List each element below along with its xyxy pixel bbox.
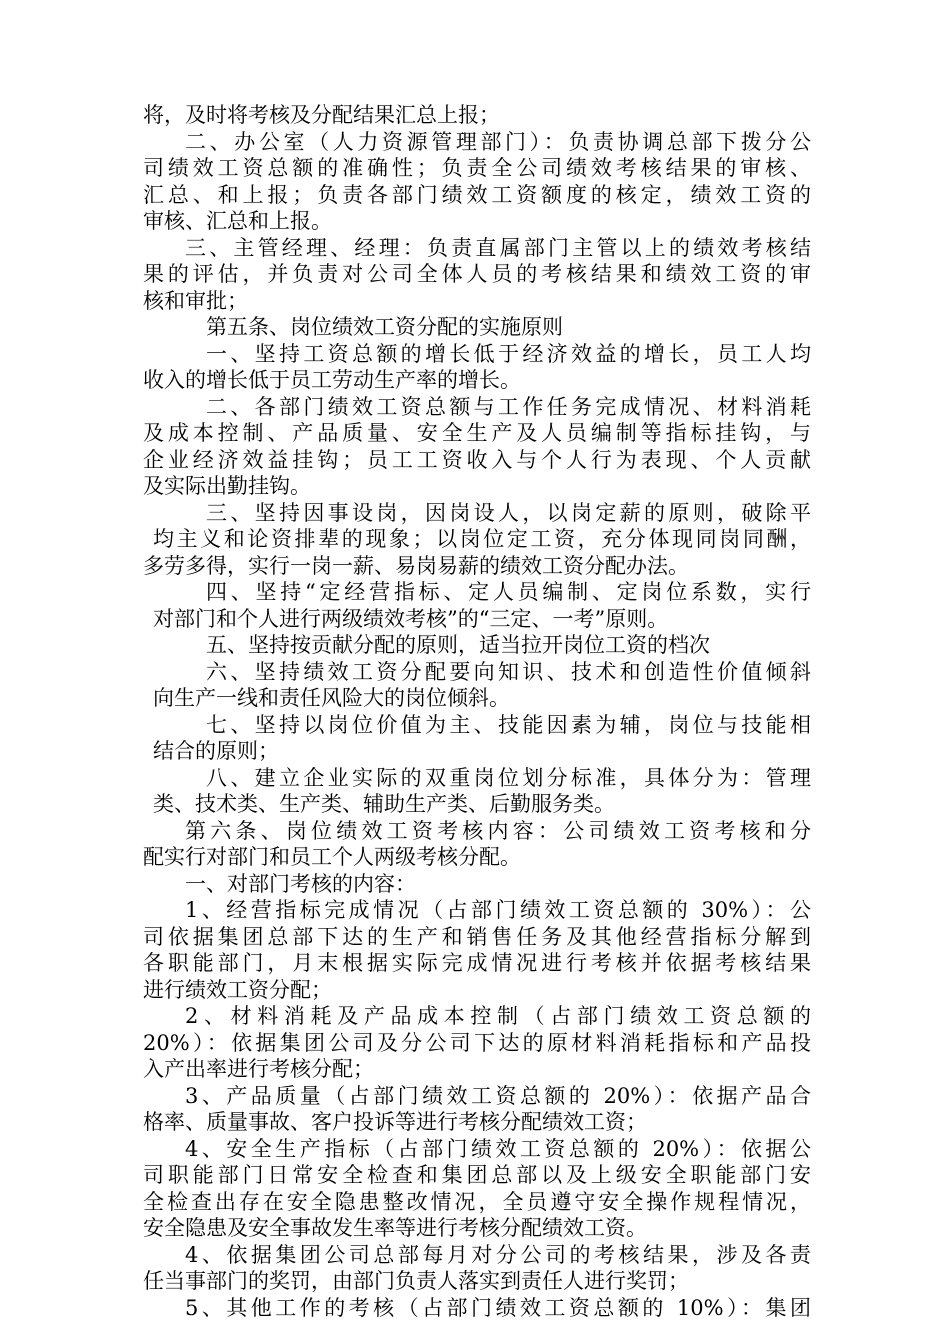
text-line: 任当事部门的奖罚，由部门负责人落实到责任人进行奖罚； [143,1269,689,1293]
text-line: 将，及时将考核及分配结果汇总上报； [143,103,500,127]
text-line: 对部门和个人进行两级绩效考核”的“三定、一考”原则。 [153,606,669,631]
text-line: 果的评估，并负责对公司全体人员的考核结果和绩效工资的审 [143,262,811,286]
text-line: 六、坚持绩效工资分配要向知识、技术和创造性价值倾斜 [206,659,811,684]
text-line: 二、各部门绩效工资总额与工作任务完成情况、材料消耗 [206,394,811,419]
text-line: 三、主管经理、经理：负责直属部门主管以上的绩效考核结 [185,235,811,260]
text-line: 全检查出存在安全隐患整改情况，全员遵守安全操作规程情况， [143,1189,811,1214]
text-line: 司职能部门日常安全检查和集团总部以及上级安全职能部门安 [143,1163,811,1187]
text-line: 均主义和论资排辈的现象；以岗位定工资，充分体现同岗同酬， [153,527,811,551]
text-line: 一、坚持工资总额的增长低于经济效益的增长，员工人均 [206,341,811,366]
document-body-text [143,102,811,1321]
text-line: 进行绩效工资分配； [143,977,332,1002]
text-line: 三、坚持因事设岗，因岗设人，以岗定薪的原则，破除平 [206,500,811,525]
text-line: 各职能部门，月末根据实际完成情况进行考核并依据考核结果 [143,951,811,975]
text-line: 结合的原则； [153,739,279,763]
text-line: 收入的增长低于员工劳动生产率的增长。 [143,368,521,392]
text-line: 一、对部门考核的内容： [185,871,416,896]
text-line: 八、建立企业实际的双重岗位划分标准，具体分为：管理 [206,765,811,790]
text-line: 及成本控制、产品质量、安全生产及人员编制等指标挂钩，与 [143,421,811,445]
text-line: 二、办公室（人力资源管理部门）：负责协调总部下拨分公 [185,129,811,154]
text-line: 4、安全生产指标（占部门绩效工资总额的 20%）：依据公 [185,1136,811,1161]
text-line: 类、技术类、生产类、辅助生产类、后勤服务类。 [153,792,615,816]
text-line: 向生产一线和责任风险大的岗位倾斜。 [153,686,510,710]
text-line: 司依据集团总部下达的生产和销售任务及其他经营指标分解到 [143,924,811,949]
text-line: 2、材料消耗及产品成本控制（占部门绩效工资总额的 [185,1004,811,1028]
text-line: 入产出率进行考核分配； [143,1057,374,1081]
text-line: 配实行对部门和员工个人两级考核分配。 [143,845,521,869]
text-line: 安全隐患及安全事故发生率等进行考核分配绩效工资。 [143,1216,647,1240]
text-line: 五、坚持按贡献分配的原则，适当拉开岗位工资的档次 [206,633,710,657]
text-line: 企业经济效益挂钩；员工工资收入与个人行为表现、个人贡献 [143,447,811,472]
text-line: 3、产品质量（占部门绩效工资总额的 20%）：依据产品合 [185,1083,811,1108]
text-line: 核和审批； [143,288,248,313]
text-line: 四、坚持“定经营指标、定人员编制、定岗位系数，实行 [206,580,811,604]
text-line: 司绩效工资总额的准确性；负责全公司绩效考核结果的审核、 [143,156,811,180]
text-line: 格率、质量事故、客户投诉等进行考核分配绩效工资； [143,1110,647,1134]
text-line: 4、依据集团公司总部每月对分公司的考核结果，涉及各责 [185,1242,811,1267]
text-line: 汇总、和上报；负责各部门绩效工资额度的核定，绩效工资的 [143,182,811,207]
text-line: 1、经营指标完成情况（占部门绩效工资总额的 30%）：公 [185,898,811,922]
text-line: 5、其他工作的考核（占部门绩效工资总额的 10%）：集团 [185,1295,811,1320]
text-line: 第六条、岗位绩效工资考核内容：公司绩效工资考核和分 [185,818,811,843]
text-line: 七、坚持以岗位价值为主、技能因素为辅，岗位与技能相 [206,712,811,737]
text-line: 及实际出勤挂钩。 [143,474,311,498]
text-line: 20%）：依据集团公司及分公司下达的原材料消耗指标和产品投 [143,1030,811,1055]
text-line: 审核、汇总和上报。 [143,209,332,233]
text-line: 多劳多得，实行一岗一薪、易岗易薪的绩效工资分配办法。 [143,553,689,578]
text-line: 第五条、岗位绩效工资分配的实施原则 [206,315,563,339]
